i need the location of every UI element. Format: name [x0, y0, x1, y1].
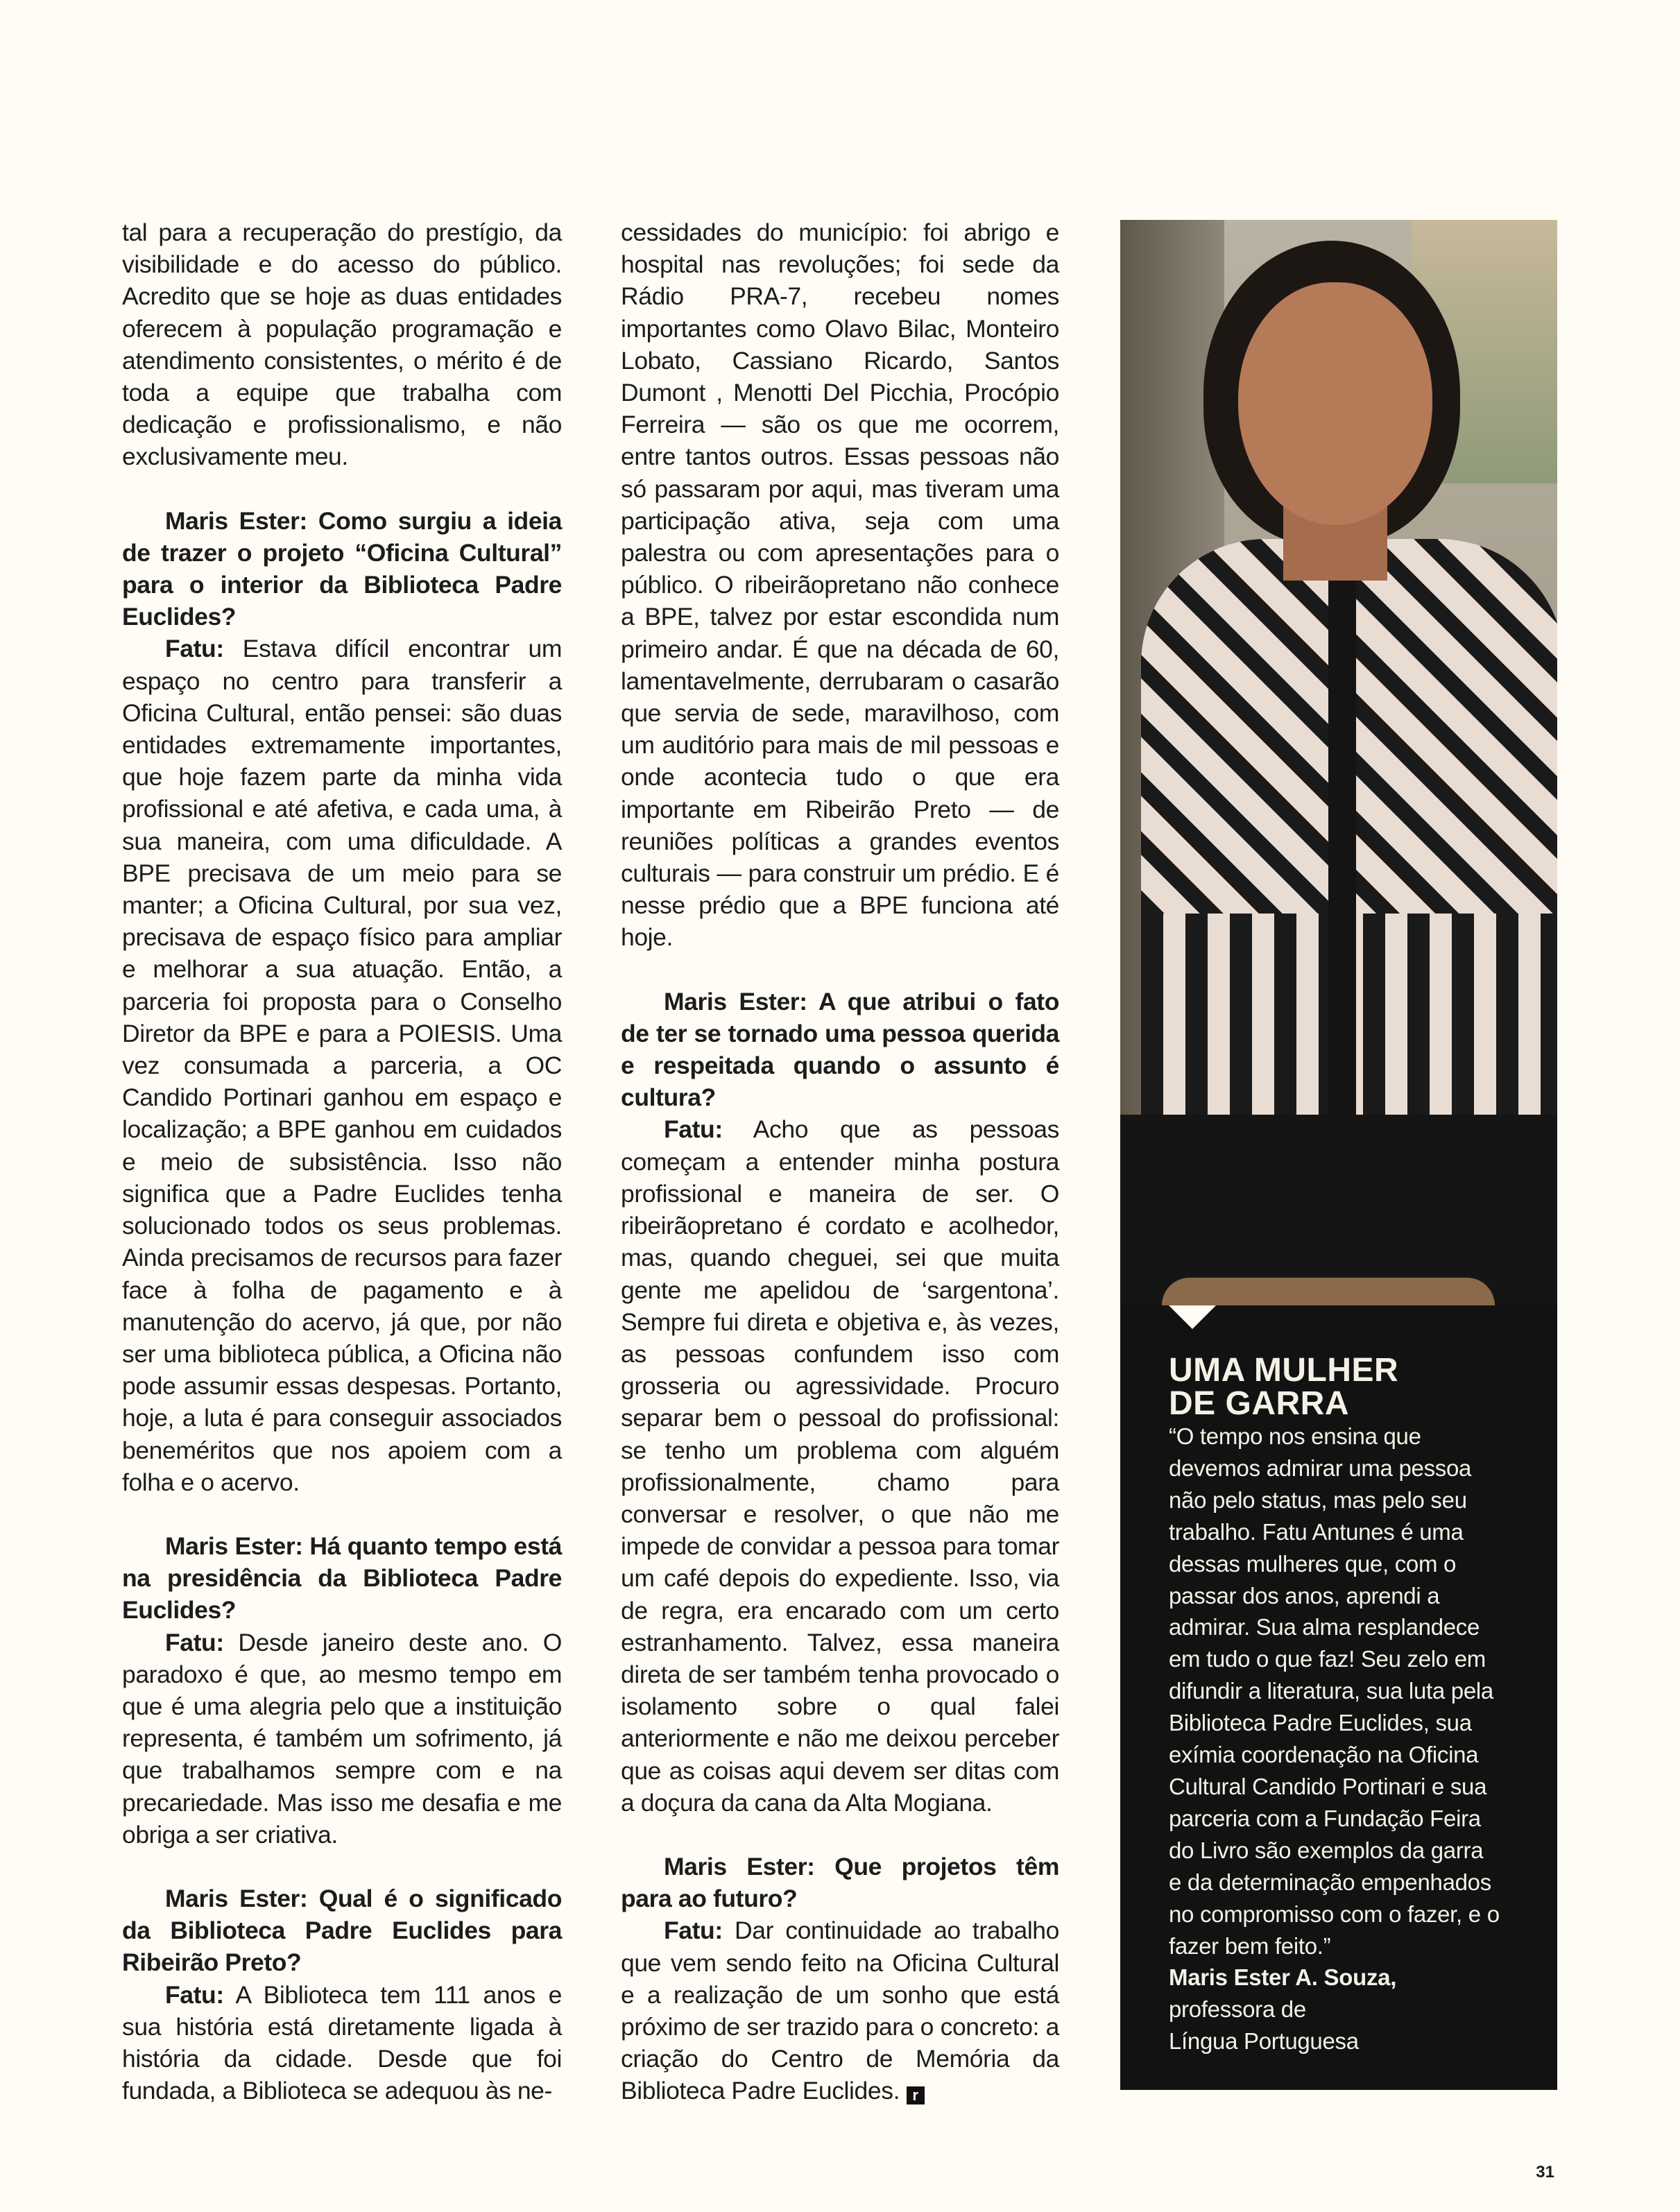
author-role: professora de [1169, 1996, 1306, 2023]
answer-text: Estava difícil encontrar um espaço no centro para transferir a Oficina Cultural, então pensei: são duas entidades extremamente importantes, que hoje fazem parte da minha vida profissional e até afetiva, e cada uma, à sua maneira, com uma dificuldade. A BPE precisava de um meio para se manter; a Oficina Cultural, por sua vez, precisava de espaço físico para ampliar e melhorar a sua atuação. Então, a parceria foi proposta para o Conselho Diretor da BPE e para a POIESIS. Uma vez consumada a parceria, a OC Candido Portinari ganhou em espaço e localização; a BPE ganhou em cuidados e meio de subsistência. Isso não significa que a Padre Euclides tenha solucionado todos os seus problemas. Ainda precisamos de recursos para fazer face à folha de pagamento e à manutenção do acervo, já que, por não ser uma biblioteca pública, a Oficina não pode assumir essas despesas. Portanto, hoje, a luta é para conseguir associados beneméritos que nos apoiem com a folha e o acervo. [122, 635, 562, 1496]
interview-answer [621, 1113, 1059, 1818]
interview-question: Maris Ester: A que atribui o fato de ter se tornado uma pessoa querida e respeitada quando o assunto é cultura? [621, 987, 1059, 1112]
quote-text: “O tempo nos ensina que devemos admirar uma pessoa não pelo status, mas pelo seu trabalho. Fatu Antunes é uma dessas mulheres que, com o passar dos anos, aprendi a admirar. Sua alma resplandece em tudo o que faz! Seu zelo em difundir a literatura, sua luta pela Biblioteca Padre Euclides, sua exímia coordenação na Oficina Cultural Candido Portinari e sua parceria com a Fundação Feira do Livro são exemplos da garra e da determinação empenhados no compromisso com o fazer, e o fazer bem feito.” [1169, 1423, 1500, 1959]
end-of-article-mark: r [907, 2086, 925, 2104]
interview-question: Maris Ester: Que projetos têm para ao futuro? [621, 1852, 1059, 1913]
portrait-photo [1120, 220, 1557, 1305]
article-column-left [122, 216, 562, 2107]
page-number: 31 [1536, 2163, 1554, 2181]
answer-speaker: Fatu: [165, 635, 224, 663]
interview-question: Maris Ester: Como surgiu a ideia de trazer o projeto “Oficina Cultural” para o interior da Biblioteca Padre Euclides? [122, 506, 562, 631]
sidebar-title: UMA MULHER DE GARRA [1169, 1352, 1399, 1422]
body-paragraph: tal para a recuperação do prestígio, da visibilidade e do acesso do público. Acredito que se hoje as duas entidades oferecem à população programação e atendimento consistentes, o mérito é de toda a equipe que trabalha com dedicação e profissionalismo, e não exclusivamente meu. [122, 218, 562, 471]
answer-speaker: Fatu: [165, 1980, 224, 2009]
answer-speaker: Fatu: [664, 1917, 723, 1945]
interview-answer [122, 1627, 562, 1851]
photo-face [1238, 282, 1432, 525]
answer-text: Dar continuidade ao trabalho que vem sendo feito na Oficina Cultural e a realização de um sonho que está próximo de ser trazido para o concreto: a criação do Centro de Memória da Biblioteca Padre Euclides. [621, 1917, 1059, 2105]
photo-blouse [1328, 567, 1356, 1122]
answer-speaker: Fatu: [664, 1115, 723, 1144]
interview-answer [122, 633, 562, 1498]
sidebar-box [1120, 1305, 1557, 2090]
body-paragraph: cessidades do município: foi abrigo e hospital nas revoluções; foi sede da Rádio PRA-7, recebeu nomes importantes como Olavo Bilac, Monteiro Lobato, Cassiano Ricardo, Santos Dumont , Menotti Del Picchia, Procópio Ferreira — são os que me ocorrem, entre tantos outros. Essas pessoas não só passaram por aqui, mas tiveram uma participação ativa, seja com uma palestra ou com apresentações para o público. O ribeirãopretano não conhece a BPE, talvez por estar escondida num primeiro andar. É que na década de 60, lamentavelmente, derrubaram o casarão que servia de sede, maravilhoso, com um auditório para mais de mil pessoas e onde acontecia tudo o que era importante em Ribeirão Preto — de reuniões políticas a grandes eventos culturais — para construir um prédio. E é nesse prédio que a BPE funciona até hoje. [621, 218, 1059, 952]
answer-text: Acho que as pessoas começam a entender minha postura profissional e maneira de ser. O ribeirãopretano é cordato e acolhedor, mas, quando cheguei, sei que muita gente me apelidou de ‘sargentona’. Sempre fui direta e objetiva e, às vezes, as pessoas confundem isso com grosseria ou agressividade. Procuro separar bem o pessoal do profissional: se tenho um problema com alguém profissionalmente, chamo para conversar e resolver, o que não me impede de convidar a pessoa para tomar um café depois do expediente. Isso, via de regra, era encarado com um certo estranhamento. Talvez, essa maneira direta de ser também tenha provocado o isolamento sobre o qual falei anteriormente e não me deixou perceber que as coisas aqui devem ser ditas com a doçura da cana da Alta Mogiana. [621, 1115, 1059, 1817]
pointer-triangle-icon [1169, 1305, 1216, 1329]
article-column-middle [621, 216, 1059, 2107]
photo-chair [1162, 1278, 1495, 1305]
interview-answer [122, 1979, 562, 2107]
interview-question: Maris Ester: Há quanto tempo está na presidência da Biblioteca Padre Euclides? [122, 1532, 562, 1624]
photo-blouse [1120, 1115, 1557, 1305]
sidebar-quote [1169, 1421, 1502, 2057]
interview-question: Maris Ester: Qual é o significado da Biblioteca Padre Euclides para Ribeirão Preto? [122, 1884, 562, 1977]
author-role: Língua Portuguesa [1169, 2028, 1359, 2055]
interview-answer [621, 1914, 1059, 2107]
answer-text: A Biblioteca tem 111 anos e sua história está diretamente ligada à história da cidade. Desde que foi fundada, a Biblioteca se adequou às ne- [122, 1980, 562, 2105]
answer-text: Desde janeiro deste ano. O paradoxo é que, ao mesmo tempo em que é uma alegria pelo que a instituição representa, é também um sofrimento, já que trabalhamos sempre com e na precariedade. Mas isso me desafia e me obriga a ser criativa. [122, 1628, 562, 1849]
quote-author: Maris Ester A. Souza, [1169, 1964, 1397, 1991]
answer-speaker: Fatu: [165, 1628, 224, 1656]
